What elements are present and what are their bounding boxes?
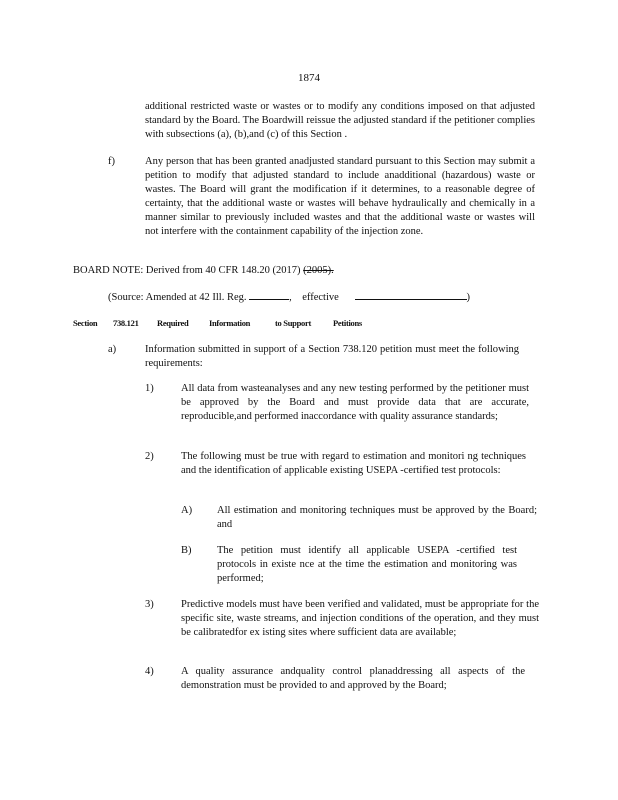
item-2-text: The following must be true with regard to estimation and monitori ng techniques and the identification of applicable existing USEPA -certified test protocols: <box>181 451 526 476</box>
section-number: 738.121 <box>113 318 139 328</box>
board-note <box>73 264 334 278</box>
item-3-text: Predictive models must have been verified and validated, must be appropriate for the specific site, waste streams, and injection conditions of the operation, and they must be calibratedfor ex isting sites where sufficient data are available; <box>181 599 539 638</box>
item-A-text: All estimation and monitoring techniques must be approved by the Board; and <box>217 505 537 530</box>
source-close: ) <box>466 292 471 303</box>
item-B-label: B) <box>181 545 192 556</box>
section-title-word: to Support <box>275 318 311 328</box>
source-note <box>108 290 470 305</box>
item-B-text: The petition must identify all applicable USEPA -certified test protocols in existe nce at the time the estimation and monitoring was performed; <box>217 545 517 584</box>
source-comma: , <box>289 292 292 303</box>
reg-page-blank <box>249 290 289 300</box>
item-4-label: 4) <box>145 666 154 677</box>
section-title-word: Required <box>157 318 189 328</box>
item-A-label: A) <box>181 505 193 516</box>
effective-date-blank <box>355 290 467 300</box>
section-heading <box>73 318 373 328</box>
section-title-word: Petitions <box>333 318 362 328</box>
item-f-label: f) <box>108 156 115 167</box>
item-f-text: Any person that has been granted anadjusted standard pursuant to this Section may submit a petition to modify that adjusted standard to include anadditional (hazardous) waste or wastes. The Board will grant the modification if it determines, to a reasonable degree of certainty, that the additional waste or wastes will behave hydraulically and chemically in a manner similar to previously included wastes and that the additional waste or wastes will not interfere with the containment capability of the injection zone. <box>145 156 535 237</box>
page-number: 1874 <box>298 72 320 84</box>
source-text: (Source: Amended at 42 Ill. Reg. <box>108 292 247 303</box>
item-4-text: A quality assurance andquality control planaddressing all aspects of the demonstration must be provided to and approved by the Board; <box>181 666 525 691</box>
item-1-label: 1) <box>145 383 154 394</box>
item-a-text: Information submitted in support of a Section 738.120 petition must meet the following requirements: <box>145 344 519 369</box>
section-word: Section <box>73 318 98 328</box>
continuation-paragraph: additional restricted waste or wastes or to modify any conditions imposed on that adjusted standard by the Board. The Boardwill reissue the adjusted standard if the petitioner complies with subsections (a), (b),and (c) of this Section . <box>145 101 535 140</box>
source-effective: effective <box>302 292 339 303</box>
item-3-label: 3) <box>145 599 154 610</box>
item-a-label: a) <box>108 344 117 355</box>
item-2-label: 2) <box>145 451 154 462</box>
item-1-text: All data from wasteanalyses and any new testing performed by the petitioner must be approved by the Board and must provide data that are accurate, reproducible,and performed inaccordance with quality assurance standards; <box>181 383 529 422</box>
board-note-struck: (2005). <box>303 265 334 276</box>
section-title-word: Information <box>209 318 251 328</box>
board-note-text: BOARD NOTE: Derived from 40 CFR 148.20 (2017) <box>73 265 301 276</box>
